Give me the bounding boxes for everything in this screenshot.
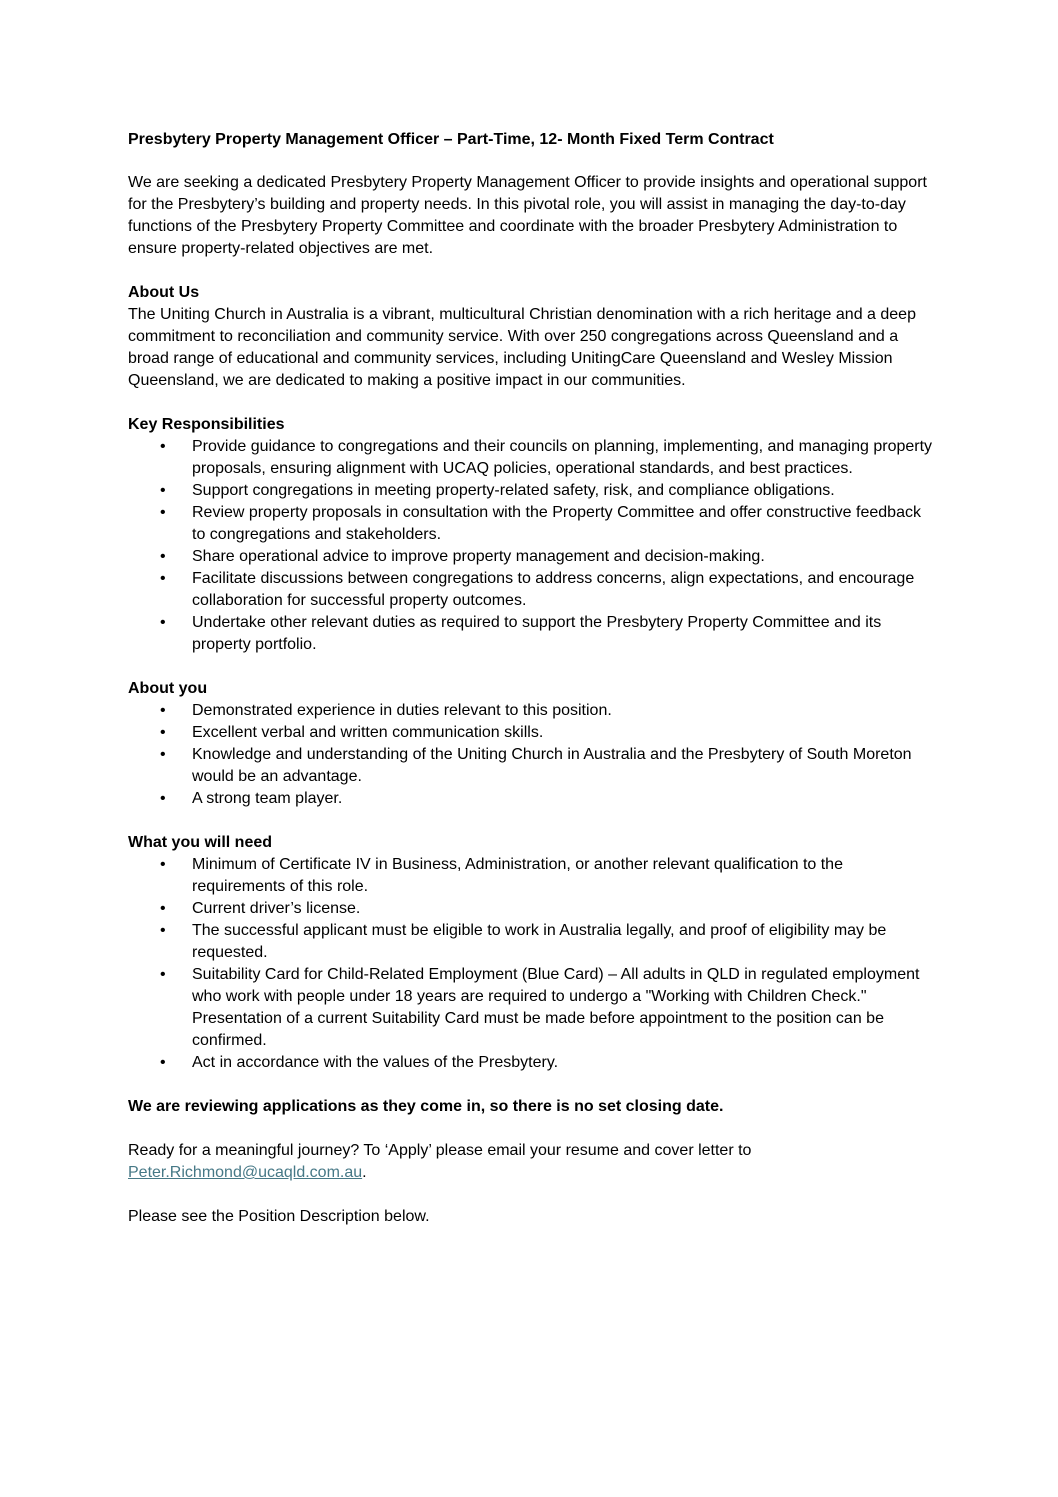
list-item — [128, 744, 938, 788]
position-description-note: Please see the Position Description below. — [128, 1208, 430, 1225]
list-item — [128, 964, 938, 1052]
list-item-text: Demonstrated experience in duties relevant to this position. — [192, 702, 612, 719]
list-item-text: The successful applicant must be eligible to work in Australia legally, and proof of eligibility may be requested. — [192, 922, 887, 961]
about-us-text: The Uniting Church in Australia is a vibrant, multicultural Christian denomination with a rich heritage and a deep commitment to reconciliation and community service. With over 250 congregations across Queensland and a broad range of educational and community services, including UnitingCare Queensland and Wesley Mission Queensland, we are dedicated to making a positive impact in our communities. — [128, 306, 916, 389]
spacer — [128, 392, 938, 414]
bullet-icon: • — [160, 504, 166, 521]
job-title: Presbytery Property Management Officer – Part-Time, 12- Month Fixed Term Contract — [128, 131, 774, 148]
list-item — [128, 898, 938, 920]
bullet-icon: • — [160, 724, 166, 741]
about-you-list — [128, 700, 938, 810]
list-item-text: A strong team player. — [192, 790, 343, 807]
list-item-text: Knowledge and understanding of the Uniting Church in Australia and the Presbytery of South Moreton would be an advantage. — [192, 746, 912, 785]
spacer — [128, 1118, 938, 1140]
bullet-icon: • — [160, 900, 166, 917]
bullet-icon: • — [160, 548, 166, 565]
list-item-text: Excellent verbal and written communication skills. — [192, 724, 544, 741]
apply-text: Ready for a meaningful journey? To ‘Apply’ please email your resume and cover letter to — [128, 1142, 752, 1159]
bullet-icon: • — [160, 482, 166, 499]
list-item-text: Review property proposals in consultation with the Property Committee and offer constructive feedback to congregations and stakeholders. — [192, 504, 921, 543]
apply-paragraph — [128, 1140, 938, 1184]
list-item — [128, 612, 938, 656]
bullet-icon: • — [160, 856, 166, 873]
what-you-need-section — [128, 832, 938, 1074]
about-us-heading: About Us — [128, 284, 200, 301]
about-you-heading: About you — [128, 680, 208, 697]
list-item-text: Suitability Card for Child-Related Employment (Blue Card) – All adults in QLD in regulated employment who work with people under 18 years are required to undergo a "Working with Children Check." Presentation of a current Suitability Card must be made before appointment to the position can be confirmed. — [192, 966, 920, 1049]
key-responsibilities-heading: Key Responsibilities — [128, 416, 285, 433]
key-responsibilities-section — [128, 414, 938, 656]
bullet-icon: • — [160, 746, 166, 763]
list-item — [128, 700, 938, 722]
list-item-text: Facilitate discussions between congregations to address concerns, align expectations, and encourage collaboration for successful property outcomes. — [192, 570, 915, 609]
apply-trailing: . — [362, 1164, 367, 1181]
spacer — [128, 151, 938, 172]
list-item — [128, 920, 938, 964]
closing-date-note: We are reviewing applications as they come in, so there is no set closing date. — [128, 1098, 724, 1115]
list-item — [128, 788, 938, 810]
spacer — [128, 656, 938, 678]
bullet-icon: • — [160, 1054, 166, 1071]
list-item — [128, 568, 938, 612]
about-you-section — [128, 678, 938, 810]
list-item-text: Current driver’s license. — [192, 900, 361, 917]
list-item-text: Provide guidance to congregations and their councils on planning, implementing, and managing property proposals, ensuring alignment with UCAQ policies, operational standards, and best practices. — [192, 438, 933, 477]
key-responsibilities-list — [128, 436, 938, 656]
spacer — [128, 1184, 938, 1206]
list-item — [128, 1052, 938, 1074]
list-item — [128, 854, 938, 898]
bullet-icon: • — [160, 438, 166, 455]
bullet-icon: • — [160, 702, 166, 719]
spacer — [128, 1074, 938, 1096]
list-item-text: Undertake other relevant duties as required to support the Presbytery Property Committee and its property portfolio. — [192, 614, 882, 653]
bullet-icon: • — [160, 966, 166, 983]
list-item — [128, 480, 938, 502]
bullet-icon: • — [160, 790, 166, 807]
about-us-section — [128, 282, 938, 392]
list-item — [128, 436, 938, 480]
spacer — [128, 810, 938, 832]
bullet-icon: • — [160, 614, 166, 631]
list-item-text: Support congregations in meeting property-related safety, risk, and compliance obligations. — [192, 482, 835, 499]
intro-paragraph: We are seeking a dedicated Presbytery Property Management Officer to provide insights and operational support for the Presbytery’s building and property needs. In this pivotal role, you will assist in managing the day-to-day functions of the Presbytery Property Committee and coordinate with the broader Presbytery Administration to ensure property-related objectives are met. — [128, 174, 927, 257]
what-you-need-heading: What you will need — [128, 834, 273, 851]
email-link[interactable]: Peter.Richmond@ucaqld.com.au — [128, 1164, 363, 1181]
list-item — [128, 502, 938, 546]
bullet-icon: • — [160, 570, 166, 587]
what-you-need-list — [128, 854, 938, 1074]
list-item — [128, 722, 938, 744]
list-item-text: Minimum of Certificate IV in Business, Administration, or another relevant qualification to the requirements of this role. — [192, 856, 843, 895]
list-item — [128, 546, 938, 568]
bullet-icon: • — [160, 922, 166, 939]
list-item-text: Act in accordance with the values of the Presbytery. — [192, 1054, 559, 1071]
list-item-text: Share operational advice to improve property management and decision-making. — [192, 548, 765, 565]
spacer — [128, 260, 938, 282]
